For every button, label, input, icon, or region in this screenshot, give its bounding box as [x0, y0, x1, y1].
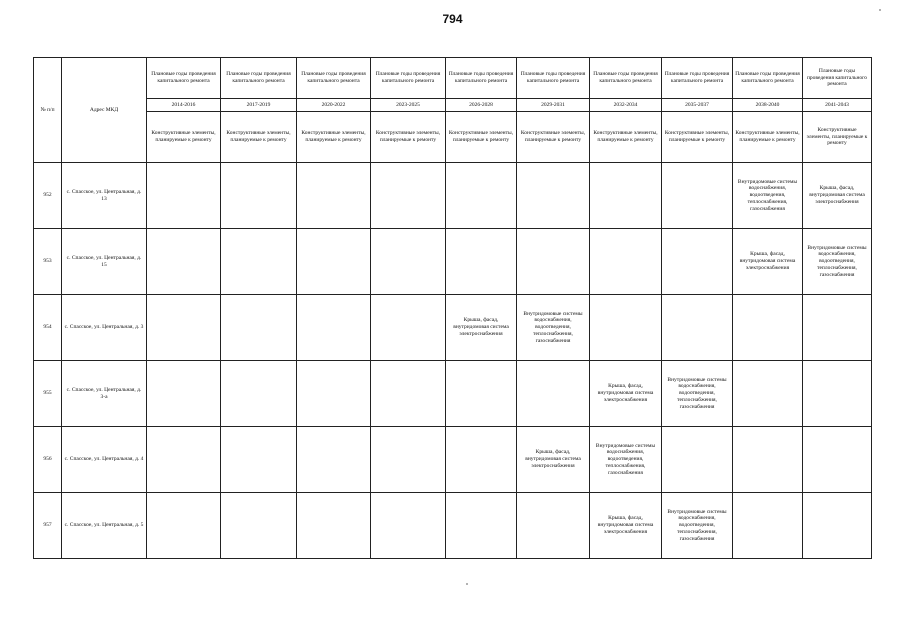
period-cell: [297, 163, 371, 229]
period-cell: [147, 361, 221, 427]
period-cell: [297, 295, 371, 361]
period-cell: Крыша, фасад, внутридомовая система электроснабжения: [590, 361, 662, 427]
capital-repair-table: [33, 57, 872, 559]
period-cell: [733, 361, 803, 427]
header-row-elements: [34, 112, 872, 163]
row-address: с. Спасское, ул. Центральная, д. 13: [62, 163, 147, 229]
header-period-title: Плановые годы проведения капитального ремонта: [371, 58, 446, 99]
period-cell: [517, 163, 590, 229]
period-cell: [662, 229, 733, 295]
period-cell: [371, 163, 446, 229]
page-number: 794: [442, 12, 463, 26]
period-cell: [147, 493, 221, 559]
scan-speck: [466, 583, 468, 585]
header-period-elements: Конструктивные элементы, планируемые к ремонту: [662, 112, 733, 163]
header-row-ranges: [34, 99, 872, 112]
period-cell: [446, 493, 517, 559]
period-cell: [297, 427, 371, 493]
period-cell: [517, 493, 590, 559]
period-cell: Крыша, фасад, внутридомовая система электроснабжения: [803, 163, 872, 229]
header-period-elements: Конструктивные элементы, планируемые к ремонту: [371, 112, 446, 163]
period-cell: [221, 163, 297, 229]
period-cell: [371, 493, 446, 559]
period-cell: [371, 427, 446, 493]
header-period-title: Плановые годы проведения капитального ремонта: [297, 58, 371, 99]
table-row: [34, 163, 872, 229]
period-cell: [803, 493, 872, 559]
header-period-elements: Конструктивные элементы, планируемые к ремонту: [446, 112, 517, 163]
period-cell: [221, 493, 297, 559]
header-period-elements: Конструктивные элементы, планируемые к ремонту: [297, 112, 371, 163]
row-address: с. Спасское, ул. Центральная, д. 4: [62, 427, 147, 493]
period-cell: [297, 361, 371, 427]
period-cell: Внутридомовые системы водоснабжения, водоотведения, теплоснабжения, газоснабжения: [803, 229, 872, 295]
header-number: № п/п: [34, 58, 62, 163]
header-period-range: 2029-2031: [517, 99, 590, 112]
row-number: 955: [34, 361, 62, 427]
period-cell: [371, 229, 446, 295]
row-number: 954: [34, 295, 62, 361]
period-cell: [803, 361, 872, 427]
row-number: 952: [34, 163, 62, 229]
header-period-range: 2041-2043: [803, 99, 872, 112]
header-period-elements: Конструктивные элементы, планируемые к ремонту: [590, 112, 662, 163]
header-period-title: Плановые годы проведения капитального ремонта: [517, 58, 590, 99]
header-period-elements: Конструктивные элементы, планируемые к ремонту: [221, 112, 297, 163]
period-cell: [446, 361, 517, 427]
header-period-title: Плановые годы проведения капитального ремонта: [662, 58, 733, 99]
period-cell: [803, 295, 872, 361]
period-cell: [446, 163, 517, 229]
period-cell: [297, 229, 371, 295]
period-cell: [733, 295, 803, 361]
period-cell: [297, 493, 371, 559]
header-period-range: 2035-2037: [662, 99, 733, 112]
header-address: Адрес МКД: [62, 58, 147, 163]
period-cell: [446, 229, 517, 295]
table-row: [34, 361, 872, 427]
header-period-elements: Конструктивные элементы, планируемые к ремонту: [733, 112, 803, 163]
period-cell: [517, 229, 590, 295]
header-period-range: 2014-2016: [147, 99, 221, 112]
scan-speck: [879, 9, 881, 11]
period-cell: Крыша, фасад, внутридомовая система электроснабжения: [446, 295, 517, 361]
period-cell: [147, 163, 221, 229]
table-row: [34, 493, 872, 559]
row-address: с. Спасское, ул. Центральная, д. 15: [62, 229, 147, 295]
period-cell: [446, 427, 517, 493]
period-cell: [590, 229, 662, 295]
period-cell: [221, 427, 297, 493]
header-period-elements: Конструктивные элементы, планируемые к ремонту: [517, 112, 590, 163]
row-number: 956: [34, 427, 62, 493]
header-period-range: 2017-2019: [221, 99, 297, 112]
period-cell: [662, 295, 733, 361]
table-row: [34, 229, 872, 295]
header-period-elements: Конструктивные элементы, планируемые к ремонту: [803, 112, 872, 163]
table-row: [34, 427, 872, 493]
header-period-title: Плановые годы проведения капитального ремонта: [590, 58, 662, 99]
period-cell: Крыша, фасад, внутридомовая система электроснабжения: [517, 427, 590, 493]
header-period-range: 2026-2028: [446, 99, 517, 112]
period-cell: [733, 493, 803, 559]
period-cell: Внутридомовые системы водоснабжения, водоотведения, теплоснабжения, газоснабжения: [662, 361, 733, 427]
header-period-range: 2023-2025: [371, 99, 446, 112]
header-period-title: Плановые годы проведения капитального ремонта: [147, 58, 221, 99]
period-cell: [221, 295, 297, 361]
period-cell: Внутридомовые системы водоснабжения, водоотведения, теплоснабжения, газоснабжения: [517, 295, 590, 361]
header-period-range: 2020-2022: [297, 99, 371, 112]
period-cell: [733, 427, 803, 493]
period-cell: [147, 295, 221, 361]
period-cell: [371, 361, 446, 427]
period-cell: Внутридомовые системы водоснабжения, водоотведения, теплоснабжения, газоснабжения: [733, 163, 803, 229]
period-cell: [662, 427, 733, 493]
period-cell: Внутридомовые системы водоснабжения, водоотведения, теплоснабжения, газоснабжения: [590, 427, 662, 493]
table-row: [34, 295, 872, 361]
header-period-range: 2032-2034: [590, 99, 662, 112]
period-cell: [147, 427, 221, 493]
period-cell: [590, 295, 662, 361]
row-address: с. Спасское, ул. Центральная, д. 5: [62, 493, 147, 559]
header-row-years: [34, 58, 872, 99]
header-period-elements: Конструктивные элементы, планируемые к ремонту: [147, 112, 221, 163]
period-cell: Крыша, фасад, внутридомовая система электроснабжения: [590, 493, 662, 559]
header-period-title: Плановые годы проведения капитального ремонта: [446, 58, 517, 99]
period-cell: [517, 361, 590, 427]
period-cell: Крыша, фасад, внутридомовая система электроснабжения: [733, 229, 803, 295]
period-cell: Внутридомовые системы водоснабжения, водоотведения, теплоснабжения, газоснабжения: [662, 493, 733, 559]
period-cell: [662, 163, 733, 229]
row-address: с. Спасское, ул. Центральная, д. 3: [62, 295, 147, 361]
period-cell: [147, 229, 221, 295]
period-cell: [221, 361, 297, 427]
header-period-range: 2038-2040: [733, 99, 803, 112]
row-number: 953: [34, 229, 62, 295]
header-period-title: Плановые годы проведения капитального ремонта: [221, 58, 297, 99]
period-cell: [221, 229, 297, 295]
period-cell: [590, 163, 662, 229]
row-number: 957: [34, 493, 62, 559]
period-cell: [803, 427, 872, 493]
header-period-title: Плановые годы проведения капитального ремонта: [803, 58, 872, 99]
header-period-title: Плановые годы проведения капитального ремонта: [733, 58, 803, 99]
period-cell: [371, 295, 446, 361]
row-address: с. Спасское, ул. Центральная, д. 3-а: [62, 361, 147, 427]
